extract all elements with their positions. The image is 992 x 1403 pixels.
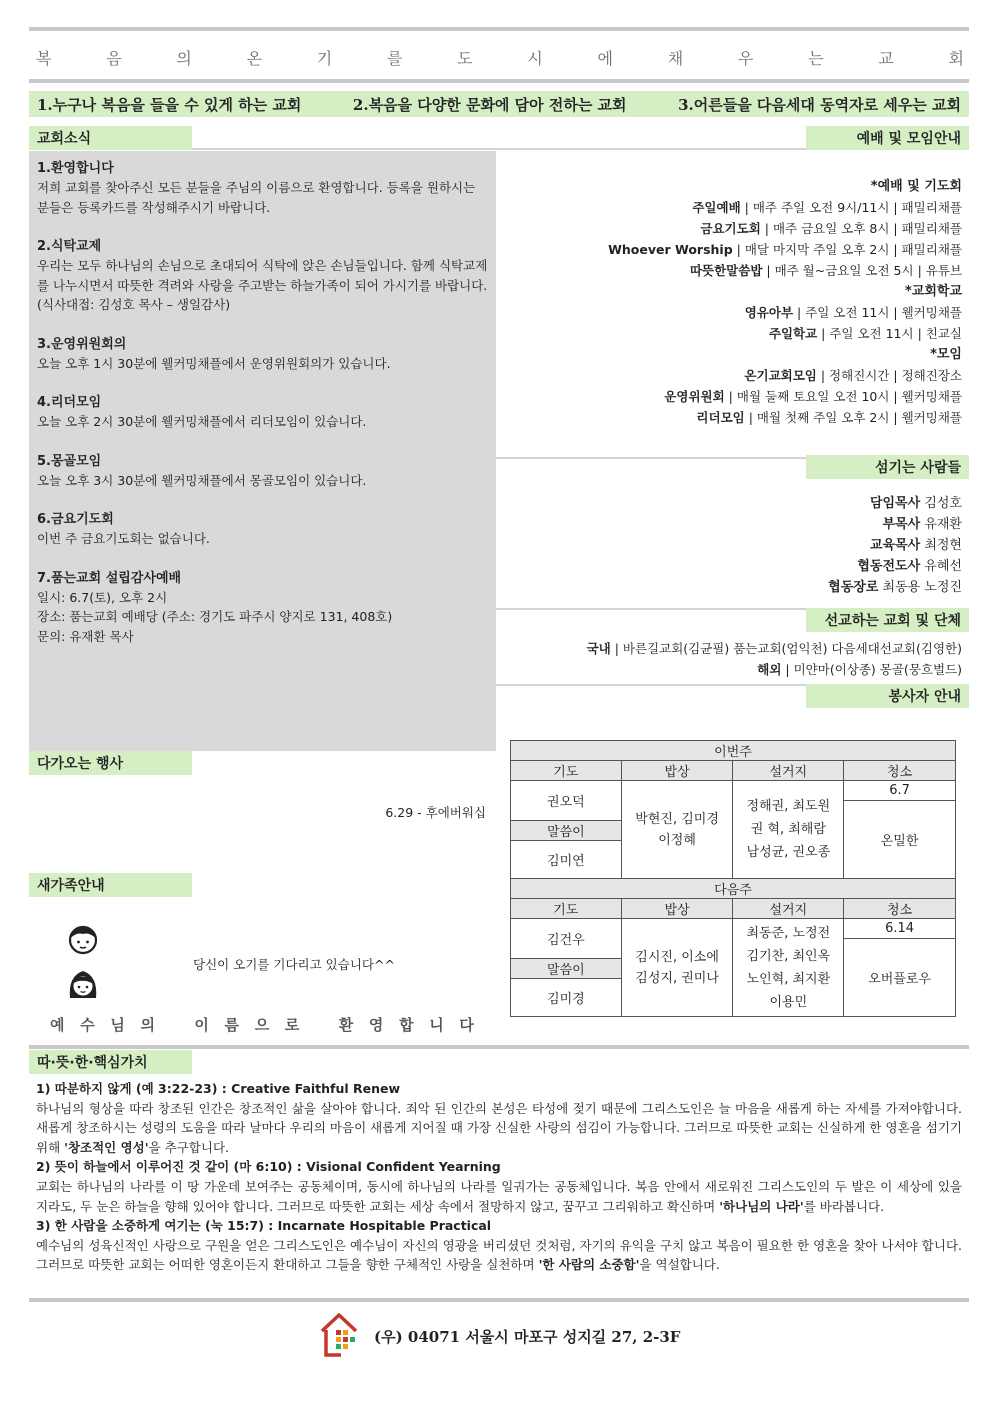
- col-dish: 설거지: [733, 899, 844, 919]
- motto-char: 교: [878, 49, 894, 68]
- newcomer-header: [29, 873, 192, 897]
- next-week-title: 다음주: [511, 879, 956, 899]
- clean-date: 6.7: [844, 781, 956, 801]
- clean-name: 온밀한: [844, 801, 956, 879]
- motto-char: 채: [667, 49, 684, 68]
- meal-names: [621, 919, 733, 1017]
- worship-row: 리더모임 | 매월 첫째 주일 오후 2시 | 웰커밍채플: [696, 410, 962, 425]
- core-value-heading: 1) 따분하지 않게 (예 3:22-23) : Creative Faithful Renew: [36, 1081, 401, 1096]
- events-header-text: 다가오는 행사: [37, 756, 124, 772]
- partners-divider: [496, 684, 806, 686]
- core-value-emphasis: '한 사람의 소중함': [538, 1257, 640, 1273]
- welcome-char: 수: [80, 1016, 95, 1034]
- mission-3: 3.어른들을 다음세대 동역자로 세우는 교회: [678, 95, 961, 114]
- motto-char: 를: [386, 49, 403, 68]
- address: (우) 04071 서울시 마포구 성지길 27, 2-3F: [374, 1328, 681, 1346]
- servants-divider: [496, 608, 806, 610]
- welcome-char: 니: [429, 1016, 444, 1034]
- news-item-title: 1.환영합니다: [37, 161, 114, 176]
- servant-name: 유혜선: [924, 559, 962, 574]
- worship-schedule: [496, 176, 962, 428]
- dish-name: 권 혁, 최해람: [750, 822, 826, 837]
- worship-place: 친교실: [925, 326, 962, 341]
- newcomer-message: 당신이 오기를 기다리고 있습니다^^: [193, 957, 395, 972]
- volunteers-header: [806, 684, 969, 708]
- welcome-char: 영: [368, 1016, 384, 1034]
- worship-place: 패밀리채플: [901, 221, 962, 236]
- welcome-char: 환: [338, 1016, 354, 1034]
- core-header: [29, 1050, 192, 1074]
- clean-name: 오버플로우: [844, 939, 956, 1017]
- news-item: [37, 569, 488, 647]
- news-item-title: 4.리더모임: [37, 395, 102, 410]
- worship-group-heading: *모임: [930, 347, 962, 362]
- news-item-body: 오늘 오후 3시 30분에 웰커밍채플에서 몽골모임이 있습니다.: [37, 472, 367, 488]
- news-panel: [29, 151, 496, 751]
- news-item-title: 2.식탁교제: [37, 239, 102, 254]
- servants-header: [806, 455, 969, 479]
- this-week-title: 이번주: [511, 741, 956, 761]
- girl-icon: [66, 966, 100, 1002]
- servant-name: 유재환: [924, 517, 962, 532]
- dish-name: 이용민: [769, 994, 808, 1010]
- dish-name: 최동준, 노정전: [746, 925, 831, 941]
- motto-line: [36, 46, 964, 69]
- clean-date: 6.14: [844, 919, 956, 939]
- domestic-label: 국내: [586, 641, 611, 656]
- servant-row: [496, 577, 962, 598]
- worship-group-heading: *예배 및 기도회: [870, 179, 962, 194]
- mission-partners-header: [806, 608, 969, 632]
- worship-detail: 매달 마지막 주일 오후 2시: [744, 242, 890, 257]
- servant-row: [496, 556, 962, 577]
- meal-name: 이정혜: [658, 832, 696, 848]
- servant-role: 부목사: [882, 517, 921, 532]
- servant-row: [496, 535, 962, 556]
- welcome-char: [315, 1014, 323, 1035]
- col-prayer: 기도: [511, 899, 622, 919]
- mission-bar: [29, 91, 969, 117]
- dish-name: 정해권, 최도원: [746, 799, 831, 814]
- motto-rule: [29, 79, 969, 83]
- col-dish: 설거지: [733, 761, 844, 781]
- overseas-label: 해외: [757, 662, 782, 677]
- worship-detail: 주일 오전 11시: [829, 326, 914, 341]
- news-item-body: 저희 교회를 찾아주신 모든 분들을 주님의 이름으로 환영합니다. 등록을 원하시는 분들은 등록카드를 작성해주시기 바랍니다.: [37, 180, 476, 215]
- news-item-line: 일시: 6.7(토), 오후 2시: [37, 589, 168, 605]
- news-item: [37, 159, 488, 217]
- welcome-char: 으: [254, 1016, 270, 1034]
- motto-char: 우: [737, 49, 754, 68]
- news-item: [37, 393, 488, 432]
- worship-name: 주일학교: [768, 326, 818, 341]
- worship-row: 금요기도회 | 매주 금요일 오후 8시 | 패밀리채플: [700, 221, 962, 236]
- servant-role: 담임목사: [869, 496, 921, 511]
- meal-name: 김시진, 이소에: [635, 949, 719, 965]
- domestic-list: 바른길교회(김균필) 품는교회(엄익천) 다음세대선교회(김영한): [622, 641, 962, 656]
- welcome-char: 님: [110, 1016, 125, 1034]
- overseas-row: 해외 | 미얀마(이상종) 몽골(뭉흐벌드): [757, 662, 962, 677]
- news-item-body: 오늘 오후 1시 30분에 웰커밍채플에서 운영위원회의가 있습니다.: [37, 355, 391, 371]
- prayer-name: 김건우: [511, 919, 622, 959]
- news-item: [37, 335, 488, 374]
- servant-name: 최동용 노정진: [882, 580, 962, 595]
- word-name: 김미연: [511, 841, 622, 879]
- core-value-text: 예수님의 성육신적인 사랑으로 구원을 얻은 그리스도인은 예수님이 자신의 영광을 버리셨던 것처럼, 자기의 유익을 구치 않고 복음이 필요한 한 영혼을 찾아 나서야 합니다. 그러므로 따뜻한 교회는 어떠한 영혼이든지 환대하고 그들을 향한 구체적인 사랑을 실천하며: [36, 1237, 962, 1273]
- motto-char: 회: [948, 49, 964, 68]
- mission-partners-header-text: 선교하는 교회 및 단체: [824, 613, 961, 629]
- news-item-body: 우리는 모두 하나님의 손님으로 초대되어 식탁에 앉은 손님들입니다. 함께 식탁교제를 나누시면서 따뜻한 격려와 사랑을 주고받는 하늘가족이 되어 가시기를 바랍니다.(식사대접: 김성호 목사 – 생일감사): [37, 258, 488, 312]
- worship-name: 금요기도회: [700, 221, 761, 236]
- core-value-text: 을 추구합니다.: [148, 1139, 229, 1155]
- worship-place: 유튜브: [925, 263, 962, 278]
- worship-name: 온기교회모임: [744, 368, 817, 383]
- worship-row: 주일학교 | 주일 오전 11시 | 친교실: [768, 326, 962, 341]
- col-clean: 청소: [844, 899, 956, 919]
- worship-place: 정해진장소: [901, 368, 962, 383]
- worship-name: 운영위원회: [664, 389, 725, 404]
- dish-names: [733, 919, 844, 1017]
- word-name: 김미경: [511, 979, 622, 1017]
- worship-row: 주일예배 | 매주 주일 오전 9시/11시 | 패밀리채플: [692, 200, 962, 215]
- servant-name: 최정현: [924, 538, 962, 553]
- core-value-emphasis: '하나님의 나라': [719, 1198, 804, 1214]
- motto-char: 음: [106, 49, 122, 68]
- worship-place: 웰커밍채플: [901, 410, 962, 425]
- col-clean: 청소: [844, 761, 956, 781]
- news-item-title: 3.운영위원회의: [37, 336, 127, 352]
- col-meal: 밥상: [621, 899, 733, 919]
- news-item-title: 6.금요기도회: [37, 512, 114, 527]
- news-header: [29, 126, 192, 150]
- news-item-body: 오늘 오후 2시 30분에 웰커밍채플에서 리더모임이 있습니다.: [37, 414, 367, 429]
- news-item-line: 문의: 유재환 목사: [37, 628, 134, 644]
- dish-names: [733, 781, 844, 879]
- dish-name: 남성균, 권오종: [746, 845, 831, 860]
- welcome-char: 름: [224, 1016, 240, 1034]
- mission-partners: [496, 638, 962, 680]
- news-item-title: 5.몽골모임: [37, 453, 102, 469]
- core-value-text: 를 바라봅니다.: [803, 1198, 885, 1214]
- col-prayer: 기도: [511, 761, 622, 781]
- servant-name: 김성호: [924, 496, 962, 511]
- volunteers-header-text: 봉사자 안내: [888, 689, 961, 705]
- motto-char: 의: [176, 49, 192, 68]
- overseas-list: 미얀마(이상종) 몽골(뭉흐벌드): [793, 662, 962, 677]
- news-item: [37, 510, 488, 549]
- news-header-text: 교회소식: [37, 131, 92, 147]
- worship-place: 웰커밍채플: [901, 305, 962, 320]
- core-value-text: 을 역설합니다.: [639, 1257, 720, 1273]
- worship-detail: 매주 주일 오전 9시/11시: [752, 200, 890, 215]
- worship-detail: 정해진시간: [829, 368, 890, 383]
- worship-name: 주일예배: [692, 200, 741, 215]
- motto-char: 도: [457, 49, 473, 68]
- core-value-body: [36, 1177, 962, 1216]
- motto-char: 는: [808, 49, 824, 68]
- core-rule: [29, 1045, 969, 1049]
- servants-list: [496, 493, 962, 598]
- welcome-char: 이: [194, 1016, 209, 1034]
- news-item-title: 7.품는교회 설립감사예배: [37, 570, 182, 586]
- welcome-char: 예: [50, 1016, 65, 1034]
- core-value-heading: 3) 한 사람을 소중하게 여기는 (눅 15:7) : Incarnate Hospitable Practical: [36, 1218, 492, 1234]
- worship-row: 온기교회모임 | 정해진시간 | 정해진장소: [744, 368, 962, 383]
- motto-char: 기: [316, 49, 333, 68]
- core-value-heading: 2) 뜻이 하늘에서 이루어진 것 같이 (마 6:10) : Visional Confident Yearning: [36, 1159, 501, 1175]
- news-item: [37, 452, 488, 491]
- worship-name: 따뜻한말씀밥: [689, 263, 763, 278]
- worship-name: 리더모임: [696, 410, 745, 425]
- events-header: [29, 751, 192, 775]
- header-divider: [192, 148, 806, 150]
- top-rule: [29, 27, 969, 31]
- worship-row: 영유아부 | 주일 오전 11시 | 웰커밍채플: [744, 305, 962, 320]
- mission-2: 2.복음을 다양한 문화에 담아 전하는 교회: [352, 95, 627, 114]
- news-item-line: 장소: 품는교회 예배당 (주소: 경기도 파주시 양지로 131, 408호): [37, 609, 393, 624]
- meal-names: [621, 781, 733, 879]
- dish-name: 노인혁, 최지환: [746, 971, 831, 987]
- worship-row: 따뜻한말씀밥 | 매주 월~금요일 오전 5시 | 유튜브: [689, 263, 962, 278]
- motto-char: 에: [597, 49, 613, 68]
- core-value-body: [36, 1099, 962, 1158]
- worship-detail: 매월 둘째 토요일 오전 10시: [736, 389, 890, 404]
- worship-place: 웰커밍채플: [901, 389, 962, 404]
- servant-role: 협동전도사: [857, 559, 921, 574]
- worship-divider: [496, 457, 806, 459]
- volunteers-table: [510, 740, 956, 1017]
- worship-place: 패밀리채플: [901, 200, 962, 215]
- worship-detail: 주일 오전 11시: [805, 305, 890, 320]
- newcomer-header-text: 새가족안내: [37, 878, 105, 894]
- worship-row: Whoever Worship | 매달 마지막 주일 오후 2시 | 패밀리채플: [608, 242, 962, 257]
- dish-name: 김기찬, 최인옥: [746, 948, 831, 964]
- boy-icon: [67, 922, 99, 956]
- welcome-char: 다: [459, 1016, 474, 1034]
- welcome-char: [171, 1014, 179, 1035]
- servants-header-text: 섬기는 사람들: [874, 460, 961, 476]
- worship-row: 운영위원회 | 매월 둘째 토요일 오전 10시 | 웰커밍채플: [664, 389, 962, 404]
- col-meal: 밥상: [621, 761, 733, 781]
- worship-name: 영유아부: [744, 305, 794, 320]
- core-bottom-rule: [29, 1298, 969, 1302]
- prayer-name: 권오덕: [511, 781, 622, 821]
- mission-1: 1.누구나 복음을 들을 수 있게 하는 교회: [37, 95, 302, 114]
- meal-name: 박현진, 김미경: [635, 811, 719, 827]
- meal-name: 김성지, 권미나: [635, 970, 719, 986]
- servant-row: [496, 514, 962, 535]
- welcome-line: [50, 1014, 474, 1035]
- event-item: 6.29 - 후에버워십: [385, 805, 486, 820]
- core-value-emphasis: '창조적인 영성': [64, 1139, 149, 1155]
- servant-row: [496, 493, 962, 514]
- core-value-body: [36, 1236, 962, 1275]
- worship-detail: 매주 금요일 오후 8시: [772, 221, 890, 236]
- motto-char: 온: [246, 49, 263, 68]
- worship-header: [806, 126, 969, 150]
- worship-detail: 매월 첫째 주일 오후 2시: [756, 410, 890, 425]
- servant-role: 교육목사: [869, 538, 921, 553]
- worship-group-heading: *교회학교: [904, 284, 962, 299]
- welcome-char: 합: [399, 1016, 414, 1034]
- church-logo-icon: [319, 1311, 359, 1359]
- worship-place: 패밀리채플: [901, 242, 962, 257]
- welcome-char: 의: [140, 1016, 156, 1034]
- welcome-char: 로: [284, 1016, 300, 1034]
- worship-header-text: 예배 및 모임안내: [856, 131, 961, 147]
- news-item: [37, 237, 488, 315]
- core-values: [36, 1079, 962, 1275]
- worship-detail: 매주 월~금요일 오전 5시: [774, 263, 914, 278]
- word-label: 말씀이: [511, 821, 622, 841]
- core-value-text: 하나님의 형상을 따라 창조된 인간은 창조적인 삶을 살아야 합니다. 죄악 된 인간의 본성은 타성에 젖기 때문에 그리스도인은 늘 마음을 새롭게 하는 자세를 가져야합니다. 새롭게 창조하시는 성령의 도움을 따라 날마다 우리의 마음이 새롭게 지어질 때 가장 신실한 사랑의 섬김이 가능합니다. 그러므로 따뜻한 교회는 신실하게 한 영혼을 섬기기 위해: [36, 1100, 962, 1155]
- word-label: 말씀이: [511, 959, 622, 979]
- servant-role: 협동장로: [828, 580, 879, 595]
- core-value-text: 교회는 하나님의 나라를 이 땅 가운데 보여주는 공동체이며, 동시에 하나님의 나라를 일궈가는 공동체입니다. 복음 안에서 새로워진 그리스도인의 두 발은 이 세상에 있을 지라도, 두 눈은 하늘을 향해 있어야 합니다. 그러므로 따뜻한 교회는 세상 속에서 절망하지 않고, 꿈꾸고 그리워하고 확신하며: [36, 1178, 962, 1214]
- motto-char: 시: [527, 49, 543, 68]
- core-header-text: 따·뜻·한·핵심가치: [37, 1055, 148, 1071]
- worship-name: Whoever Worship: [608, 242, 733, 257]
- domestic-row: 국내 | 바른길교회(김균필) 품는교회(엄익천) 다음세대선교회(김영한): [586, 641, 962, 656]
- motto-char: 복: [36, 49, 52, 68]
- news-item-body: 이번 주 금요기도회는 없습니다.: [37, 531, 210, 546]
